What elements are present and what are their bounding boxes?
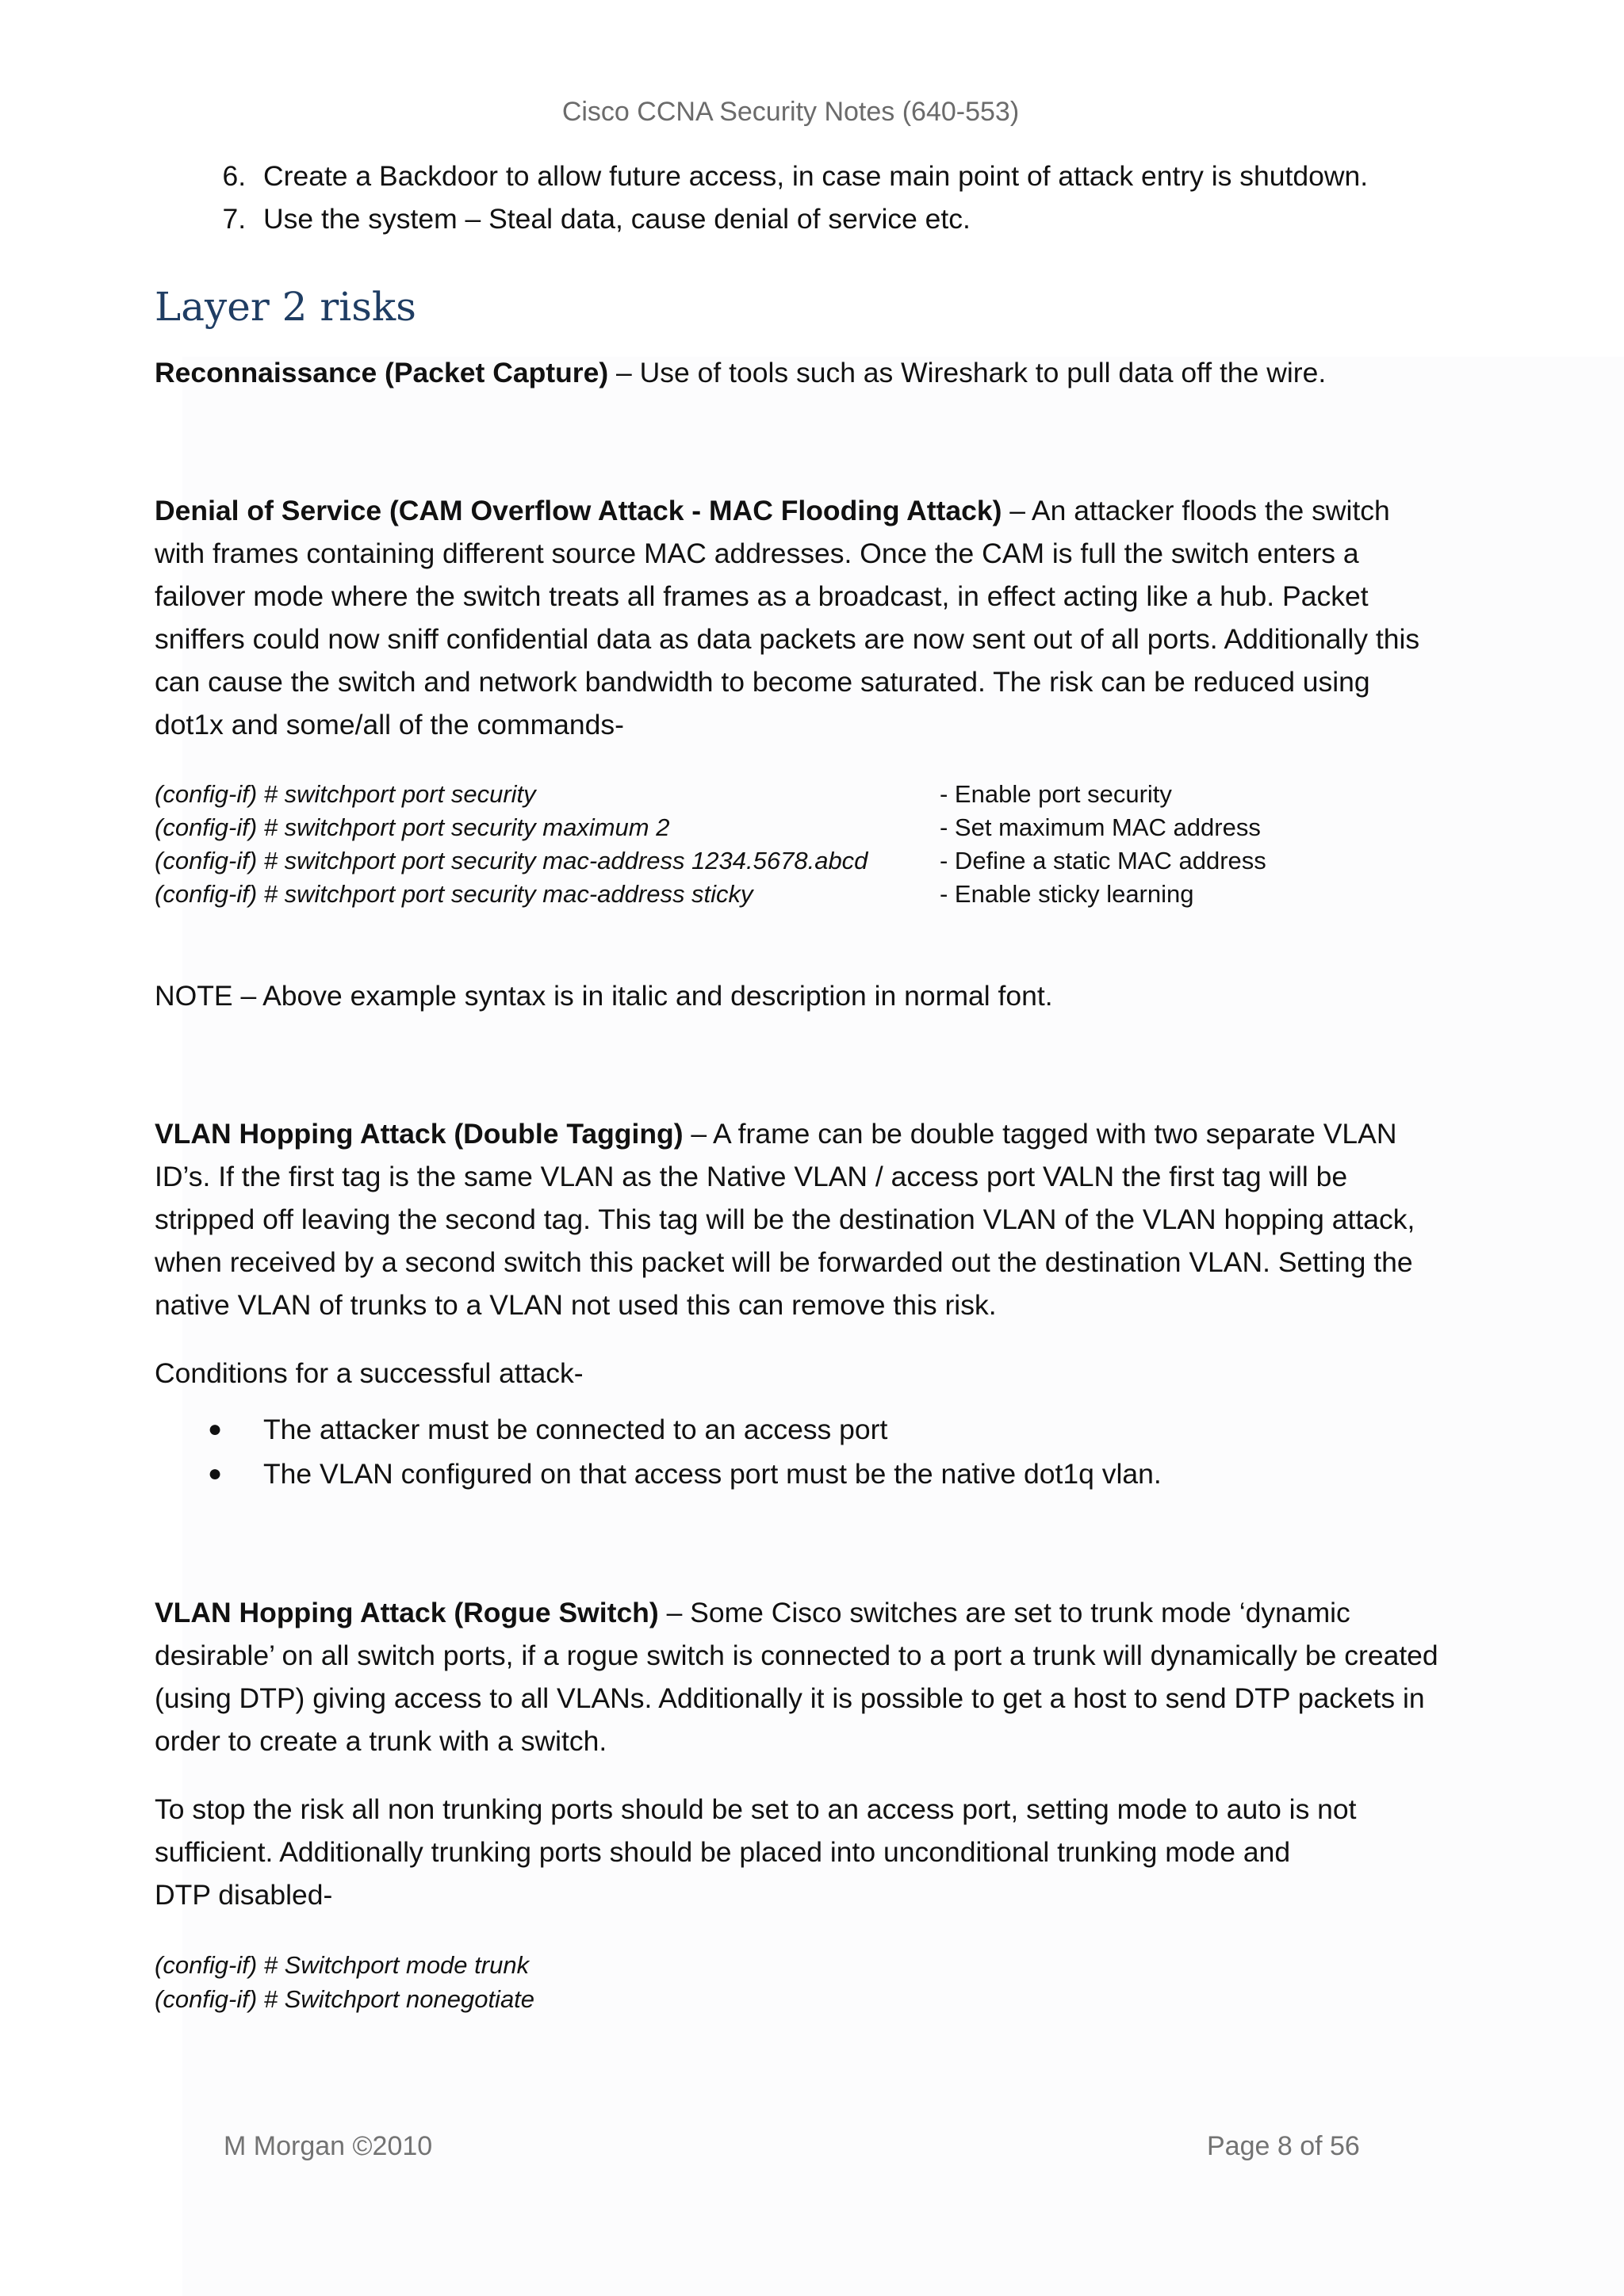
- spacer: [155, 1326, 1439, 1352]
- double-tagging-text: – A frame can be double tagged with two separate VLAN ID’s. If the first tag is the same VLAN as the Native VLAN / access port VALN the first tag will be stripped off leaving the second tag. This tag will be the destination VLAN of the VLAN hopping attack, when received by a second switch this packet will be forwarded out the destination VLAN. Setting the native VLAN of trunks to a VLAN not used this can remove this risk.: [155, 1118, 1415, 1321]
- running-header: Cisco CCNA Security Notes (640-553): [561, 97, 1020, 127]
- spacer: [155, 1916, 1439, 1948]
- condition-text: The VLAN configured on that access port must be the native dot1q vlan.: [263, 1458, 1162, 1490]
- recon-paragraph: [155, 351, 1439, 394]
- double-tagging-term: VLAN Hopping Attack (Double Tagging): [155, 1118, 684, 1150]
- command-description: - Enable sticky learning: [940, 880, 1194, 908]
- command-syntax: (config-if) # switchport port security mac-address sticky: [155, 880, 753, 908]
- dos-text: – An attacker floods the switch with frames containing different source MAC addresses. Once the CAM is full the switch enters a failover mode where the switch treats all frames as a broadcast, in effect acting like a hub. Packet sniffers could now sniff confidential data as data packets are now sent out of all ports. Additionally this can cause the switch and network bandwidth to become saturated. The risk can be reduced using dot1x and some/all of the commands-: [155, 495, 1420, 740]
- rogue-switch-paragraph: [155, 1591, 1439, 1762]
- command-syntax: (config-if) # Switchport mode trunk: [155, 1951, 530, 1979]
- spacer: [155, 911, 1439, 974]
- bullet-icon: ●: [208, 1460, 223, 1487]
- mitigation-text-end: DTP disabled-: [155, 1879, 333, 1911]
- recon-term: Reconnaissance (Packet Capture): [155, 357, 609, 388]
- recon-text: – Use of tools such as Wireshark to pull data off the wire.: [608, 357, 1327, 388]
- spacer: [155, 1762, 1439, 1788]
- mitigation-paragraph: [155, 1788, 1439, 1916]
- command-row: [155, 878, 1266, 911]
- list-item: 7. Use the system – Steal data, cause denial of service etc.: [254, 197, 1439, 240]
- command-row: [155, 778, 1266, 811]
- command-syntax: (config-if) # switchport port security: [155, 780, 536, 808]
- rogue-switch-term: VLAN Hopping Attack (Rogue Switch): [155, 1597, 659, 1628]
- dos-paragraph: [155, 489, 1439, 746]
- list-item: [208, 1407, 1439, 1452]
- command-row: [155, 844, 1266, 878]
- conditions-list: [155, 1407, 1439, 1496]
- section-heading: Layer 2 risks: [155, 284, 416, 330]
- conditions-intro: Conditions for a successful attack-: [155, 1357, 584, 1389]
- condition-text: The attacker must be connected to an access port: [263, 1414, 888, 1445]
- dos-term: Denial of Service (CAM Overflow Attack - MAC Flooding Attack): [155, 495, 1002, 526]
- spacer: [155, 1496, 1439, 1591]
- list-item: [208, 1452, 1439, 1496]
- command-description: - Enable port security: [940, 780, 1172, 808]
- spacer: [155, 1017, 1439, 1112]
- command-row: [155, 811, 1266, 844]
- double-tagging-paragraph: [155, 1112, 1439, 1326]
- command-description: - Define a static MAC address: [940, 847, 1266, 874]
- command-syntax: (config-if) # switchport port security maximum 2: [155, 813, 670, 841]
- mitigation-text: To stop the risk all non trunking ports should be set to an access port, setting mode to auto is not sufficient. Additionally trunking ports should be placed into unconditional trunking mode and: [155, 1793, 1357, 1868]
- document-body: [155, 155, 1439, 2016]
- footer-page-number: Page 8 of 56: [1207, 2131, 1360, 2161]
- list-item: 6. Create a Backdoor to allow future access, in case main point of attack entry is shutdown.: [254, 155, 1439, 197]
- command-description: - Set maximum MAC address: [940, 813, 1261, 841]
- command-syntax: (config-if) # switchport port security mac-address 1234.5678.abcd: [155, 847, 868, 874]
- spacer: [155, 394, 1439, 489]
- port-security-commands: [155, 778, 1266, 911]
- rogue-switch-text: – Some Cisco switches are set to trunk mode ‘dynamic desirable’ on all switch ports, if a rogue switch is connected to a port a trunk will dynamically be created (using DTP) giving access to all VLANs. Additionally it is possible to get a host to send DTP packets in order to create a trunk with a switch.: [155, 1597, 1438, 1757]
- command-syntax: (config-if) # Switchport nonegotiate: [155, 1985, 535, 2013]
- note-paragraph: NOTE – Above example syntax is in italic and description in normal font.: [155, 980, 1053, 1012]
- footer-author: M Morgan ©2010: [224, 2131, 433, 2161]
- bullet-icon: ●: [208, 1416, 223, 1442]
- attack-steps-list: [155, 155, 1439, 240]
